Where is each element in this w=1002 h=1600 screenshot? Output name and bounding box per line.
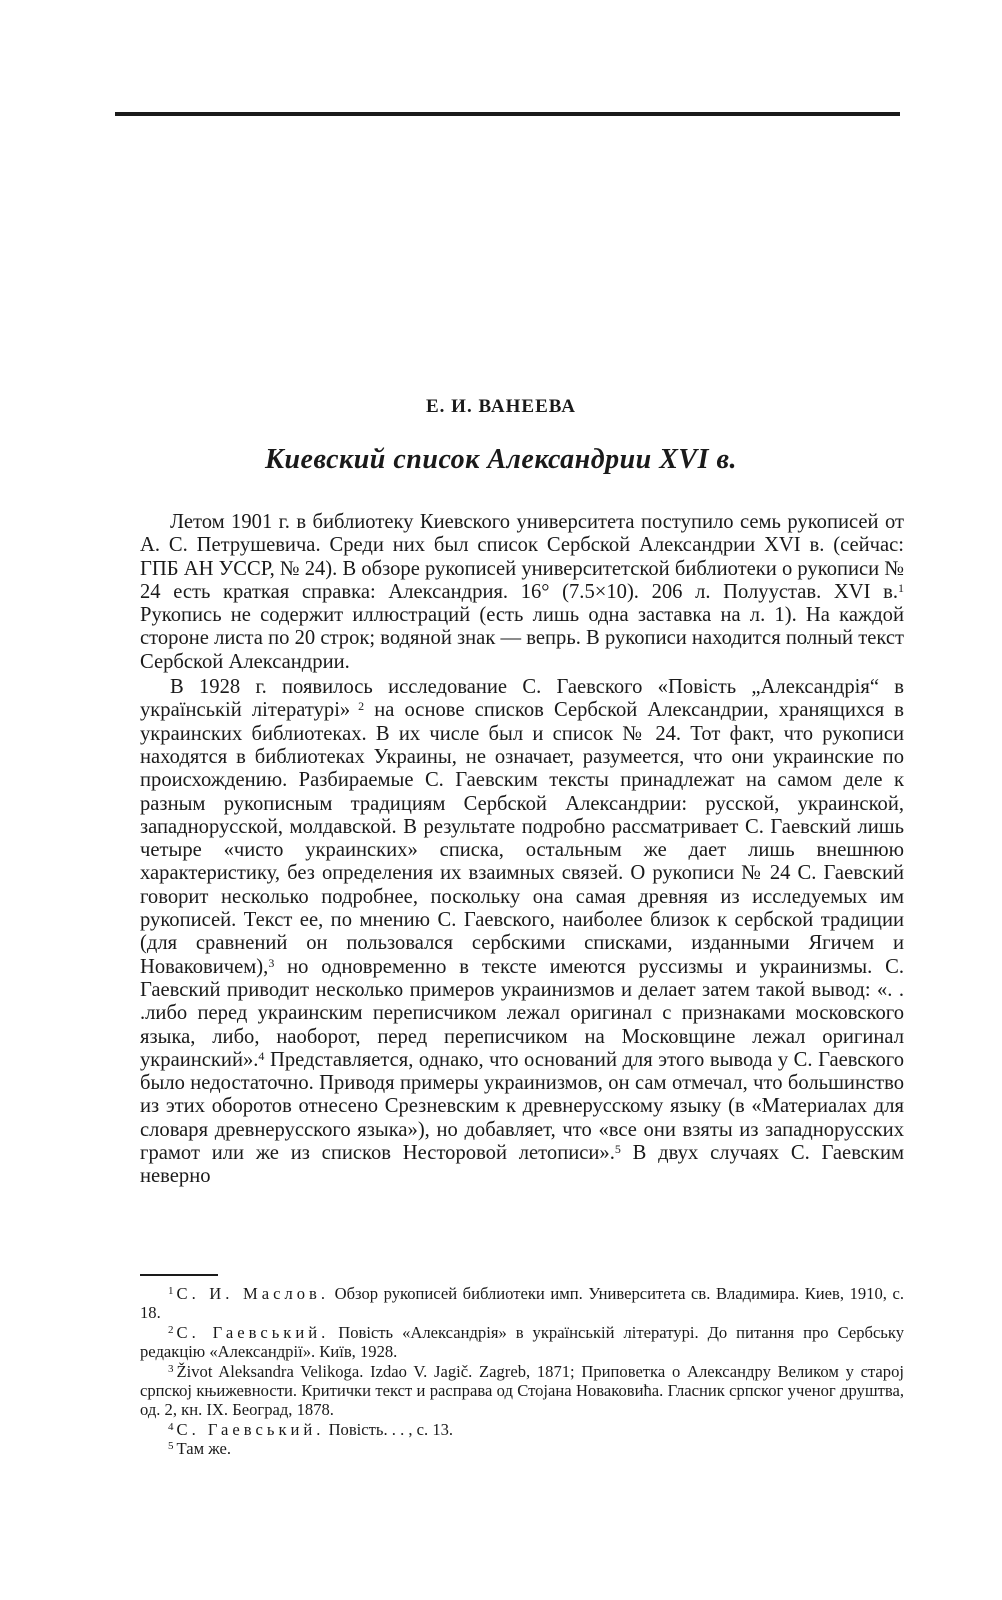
paragraph-1: Летом 1901 г. в библиотеку Киевского университета поступило семь рукописей от А. С. Петрушевича. Среди них был список Сербской Александрии XVI в. (сейчас: ГПБ АН УССР, № 24). В обзоре рукописей университетской библиотеки о рукописи № 24 есть краткая справка: Александрия. 16° (7.5×10). 206 л. Полуустав. XVI в.$^1$ Рукопись не содержит иллюстраций (есть лишь одна заставка на л. 1). На каждой стороне листа по 20 строк; водяной знак — вепрь. В рукописи находится полный текст Сербской Александрии.	[140, 511, 904, 673]
footnote-4: $^4$ С. Гаевський. Повість. . . , с. 13.	[168, 1419, 454, 1439]
footnote-ref-2: 2	[350, 699, 365, 714]
footnote-ref-3: 3	[268, 955, 275, 970]
footnotes	[140, 1284, 904, 1459]
top-rule	[115, 112, 900, 116]
footnote-ref-5: 5	[614, 1142, 621, 1157]
footnote-rule	[140, 1274, 218, 1276]
footnote-ref-1: 1	[898, 580, 904, 595]
article-body	[140, 511, 904, 1189]
article-title: Киевский список Александрии XVI в.	[264, 444, 738, 475]
footnote-2: $^2$ С. Гаевський. Повість «Александрія» в українській літературі. До питання про Сербську редакцію «Александрії». Київ, 1928.	[140, 1322, 904, 1362]
paragraph-2: В 1928 г. появилось исследование С. Гаевского «Повість „Александрія“ в українській літературі» $^2$ на основе списков Сербской Александрии, хранящихся в украинских библиотеках. В их числе был и список № 24. Тот факт, что рукописи находятся в библиотеках Украины, не означает, разумеется, что они украинские по происхождению. Разбираемые С. Гаевским тексты принадлежат на самом деле к разным рукописным традициям Сербской Александрии: русской, украинской, западнорусской, молдавской. В результате подробно рассматривает С. Гаевский лишь четыре «чисто украинских» списка, остальным же дает лишь внешнюю характеристику, без определения их взаимных связей. О рукописи № 24 С. Гаевский говорит несколько подробнее, поскольку она самая древняя из исследуемых им рукописей. Текст ее, по мнению С. Гаевского, наиболее близок к сербской традиции (для сравнений он пользовался сербскими списками, изданными Ягичем и Новаковичем),$^3$ но одновременно в тексте имеются руссизмы и украинизмы. С. Гаевский приводит несколько примеров украинизмов и делает затем такой вывод: «. . .либо перед украинским переписчиком лежал оригинал с признаками московского языка, либо, наоборот, перед переписчиком на Московщине лежал оригинал украинский».$^4$ Представляется, однако, что оснований для этого вывода у С. Гаевского было недостаточно. Приводя примеры украинизмов, он сам отмечал, что большинство из этих оборотов отнесено Срезневским к древнерусскому языку (в «Материалах для словаря древнерусского языка»), но добавляет, что «все они взяты из западнорусских грамот или же из списков Несторовой летописи».$^5$ В двух случаях С. Гаевским неверно	[140, 676, 905, 1188]
footnote-5: $^5$ Там же.	[168, 1439, 231, 1459]
footnote-ref-4: 4	[258, 1048, 265, 1063]
footnote-1: $^1$ С. И. Маслов. Обзор рукописей библиотеки имп. Университета св. Владимира. Киев, 1910, с. 18.	[140, 1284, 904, 1323]
footnote-3: $^3$ Život Aleksandra Velikoga. Izdao V. Jagič. Zagreb, 1871; Приповетка о Александру Великом у старој српској књижевности. Критички текст и расправа од Стојана Новаковића. Гласник српског ученог друштва, од. 2, кн. IX. Београд, 1878.	[140, 1361, 904, 1420]
author-name: Е. И. ВАНЕЕВА	[426, 396, 576, 417]
